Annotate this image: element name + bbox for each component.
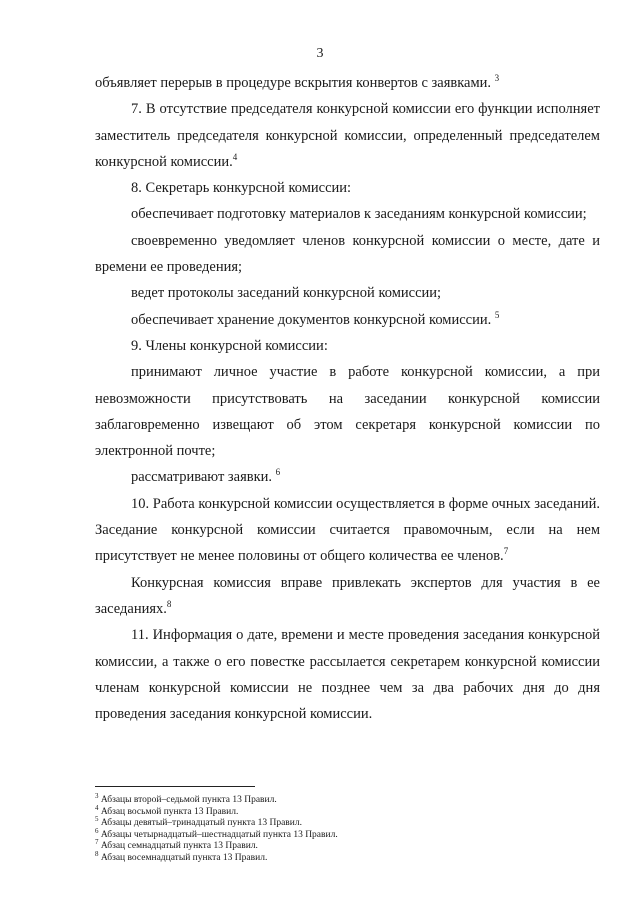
- footnote: [95, 791, 600, 807]
- footnote-text: Абзацы второй–седьмой пункта 13 Правил.: [100, 795, 277, 805]
- footnote-text: Абзацы девятый–тринадцатый пункта 13 Правил.: [100, 818, 302, 828]
- paragraph-text: 10. Работа конкурсной комиссии осуществляется в форме очных заседаний. Заседание конкурсной комиссии считается правомочным, если на нем присутствует не менее половины от общего количества ее членов.: [95, 495, 600, 565]
- footnote-mark: 8: [95, 849, 99, 858]
- paragraph: [95, 570, 600, 623]
- footnote: [95, 814, 600, 830]
- footnote-ref: 5: [494, 309, 500, 320]
- paragraph-text: обеспечивает хранение документов конкурсной комиссии.: [131, 311, 492, 328]
- paragraph-text: своевременно уведомляет членов конкурсной комиссии о месте, дате и времени ее проведения;: [95, 232, 600, 276]
- footnote: [95, 803, 600, 819]
- footnote-ref: 3: [494, 73, 500, 84]
- footnote-text: Абзац семнадцатый пункта 13 Правил.: [100, 841, 258, 851]
- footnote-ref: 6: [275, 467, 281, 478]
- paragraph: [95, 464, 600, 490]
- paragraph-text: ведет протоколы заседаний конкурсной комиссии;: [131, 285, 442, 302]
- footnote: [95, 837, 600, 853]
- paragraph-text: рассматривают заявки.: [131, 469, 273, 486]
- footnote-mark: 4: [95, 803, 99, 812]
- footnote-text: Абзац восемнадцатый пункта 13 Правил.: [100, 852, 268, 863]
- page-number: 3: [316, 46, 324, 61]
- footnote: [95, 849, 600, 865]
- paragraph-text: 11. Информация о дате, времени и месте проведения заседания конкурсной комиссии, а также о его повестке рассылается секретарем конкурсной комиссии членам конкурсной комиссии не позднее чем за два рабочих дня до дня проведения заседания конкурсной комиссии.: [95, 627, 600, 723]
- footnote-text: Абзац восьмой пункта 13 Правил.: [100, 806, 239, 817]
- paragraph-text: 9. Члены конкурсной комиссии:: [131, 337, 328, 354]
- footnotes: [95, 791, 600, 864]
- footnote-mark: 3: [95, 791, 99, 800]
- paragraph: [95, 70, 600, 96]
- footnote-ref: 7: [503, 546, 509, 557]
- footnote-mark: 5: [95, 814, 99, 823]
- footnote-mark: 7: [95, 837, 99, 846]
- paragraph: [95, 280, 600, 306]
- paragraph: [95, 491, 600, 570]
- paragraph: [95, 96, 600, 175]
- paragraph: [95, 622, 600, 727]
- footnote: [95, 826, 600, 842]
- footnote-ref: 4: [232, 152, 238, 163]
- paragraph-text: принимают личное участие в работе конкурсной комиссии, а при невозможности присутствовать на заседании конкурсной комиссии заблаговременно извещают об этом секретаря конкурсной комиссии по электронной почте;: [95, 364, 600, 460]
- paragraph-text: обеспечивает подготовку материалов к заседаниям конкурсной комиссии;: [131, 206, 587, 223]
- paragraph-text: 8. Секретарь конкурсной комиссии:: [131, 180, 352, 197]
- paragraph: [95, 359, 600, 464]
- footnote-ref: 8: [166, 599, 172, 610]
- paragraph: [95, 333, 600, 359]
- footnote-divider: [95, 786, 255, 787]
- footnote-mark: 6: [95, 826, 99, 835]
- footnote-text: Абзацы четырнадцатый–шестнадцатый пункта 13 Правил.: [100, 829, 338, 840]
- paragraph-text: объявляет перерыв в процедуре вскрытия конвертов с заявками.: [95, 75, 492, 91]
- paragraph-text: Конкурсная комиссия вправе привлекать экспертов для участия в ее заседаниях.: [95, 574, 600, 617]
- body-text: [95, 70, 600, 727]
- paragraph: [95, 307, 600, 333]
- paragraph: [95, 175, 600, 201]
- paragraph-text: 7. В отсутствие председателя конкурсной комиссии его функции исполняет заместитель председателя конкурсной комиссии, определенный председателем конкурсной комиссии.: [95, 101, 600, 170]
- paragraph: [95, 228, 600, 281]
- paragraph: [95, 201, 600, 227]
